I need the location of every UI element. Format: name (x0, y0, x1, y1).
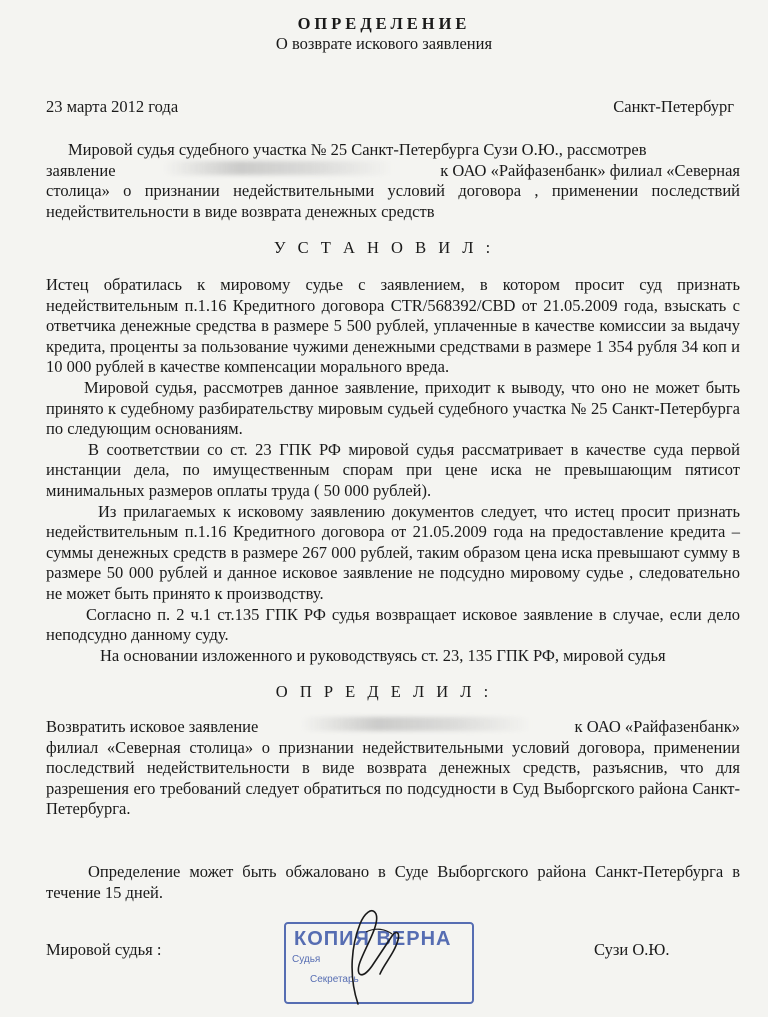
established-section (46, 275, 740, 666)
judge-name: Сузи О.Ю. (594, 940, 670, 959)
established-paragraph-2: Мировой судья, рассмотрев данное заявление, приходит к выводу, что оно не может быть принято к судебному разбирательству мировым судьей судебного участка № 25 Санкт-Петербурга по следующим основаниям. (46, 377, 740, 439)
appeal-text: Определение может быть обжаловано в Суде Выборгского района Санкт-Петербурга в течение 15 дней. (46, 862, 740, 902)
intro-paragraph (46, 140, 740, 222)
determined-line-1-start: Возвратить исковое заявление (46, 717, 259, 736)
document-date: 23 марта 2012 года (46, 97, 179, 116)
judge-label: Мировой судья : (46, 940, 162, 959)
determined-heading: О П Р Е Д Е Л И Л : (275, 682, 493, 701)
document-subtitle: О возврате искового заявления (275, 34, 493, 53)
intro-line-2 (46, 161, 740, 182)
intro-rest: столица» о признании недействительными условий договора , применении последствий недействительности в виде возврата денежных средств (46, 181, 740, 221)
intro-line-1: Мировой судья судебного участка № 25 Санкт-Петербурга Сузи О.Ю., рассмотрев (68, 140, 647, 159)
intro-line-2-end: к ОАО «Райфазенбанк» филиал «Северная (440, 160, 740, 180)
stamp-line-1: Судья (292, 954, 321, 965)
handwritten-signature (300, 884, 430, 1012)
established-paragraph-3: В соответствии со ст. 23 ГПК РФ мировой судья рассматривает в качестве суда первой инстанции дела, по имущественным спорам при цене иска не превышающим пятисот минимальных размеров оплаты труда ( 50 000 рублей). (46, 439, 740, 500)
stamp-line-2: Секретарь (310, 974, 359, 985)
established-paragraph-1: Истец обратилась к мировому судье с заявлением, в котором просит суд признать недействительным п.1.16 Кредитного договора CTR/568392/CBD от 21.05.2009 года, взыскать с ответчика денежные средства в размере 5 500 рублей, уплаченные в качестве комиссии за выдачу кредита, проценты за пользование чужими денежными средствами в размере 1 354 рубля 34 коп и 10 000 рублей в качестве компенсации морального вреда. (46, 275, 740, 377)
determined-line-1-end: к ОАО «Райфазенбанк» (574, 717, 740, 736)
established-paragraph-5: Согласно п. 2 ч.1 ст.135 ГПК РФ судья возвращает исковое заявление в случае, если дело неподсудно данному суду. (46, 604, 740, 645)
stamp-title: КОПИЯ ВЕРНА (294, 928, 452, 950)
determined-section (46, 717, 740, 820)
redacted-plaintiff-name-2 (301, 717, 531, 731)
document-city: Санкт-Петербург (613, 97, 734, 116)
established-paragraph-6: На основании изложенного и руководствуясь ст. 23, 135 ГПК РФ, мировой судья (100, 645, 666, 665)
intro-line-2-start: заявление (46, 160, 116, 180)
determined-rest: филиал «Северная столица» о признании недействительными условий договора, применении последствий недействительности в виде возврата денежных средств, разъяснив, что для разрешения его требований следует обратиться по подсудности в Суд Выборгского района Санкт-Петербурга. (46, 737, 740, 819)
redacted-plaintiff-name (163, 161, 393, 175)
determined-line-1 (46, 717, 740, 738)
document-title: ОПРЕДЕЛЕНИЕ (297, 14, 471, 33)
established-heading: У С Т А Н О В И Л : (273, 238, 495, 257)
established-paragraph-4: Из прилагаемых к исковому заявлению документов следует, что истец просит признать недействительным п.1.16 Кредитного договора от 21.05.2009 года на предоставление кредита –суммы денежных средств в размере 267 000 рублей, таким образом цена иска превышают сумму в размере 50 000 рублей и данное исковое заявление не подсудно мировому судье , следовательно не может быть принято к производству. (46, 501, 740, 603)
